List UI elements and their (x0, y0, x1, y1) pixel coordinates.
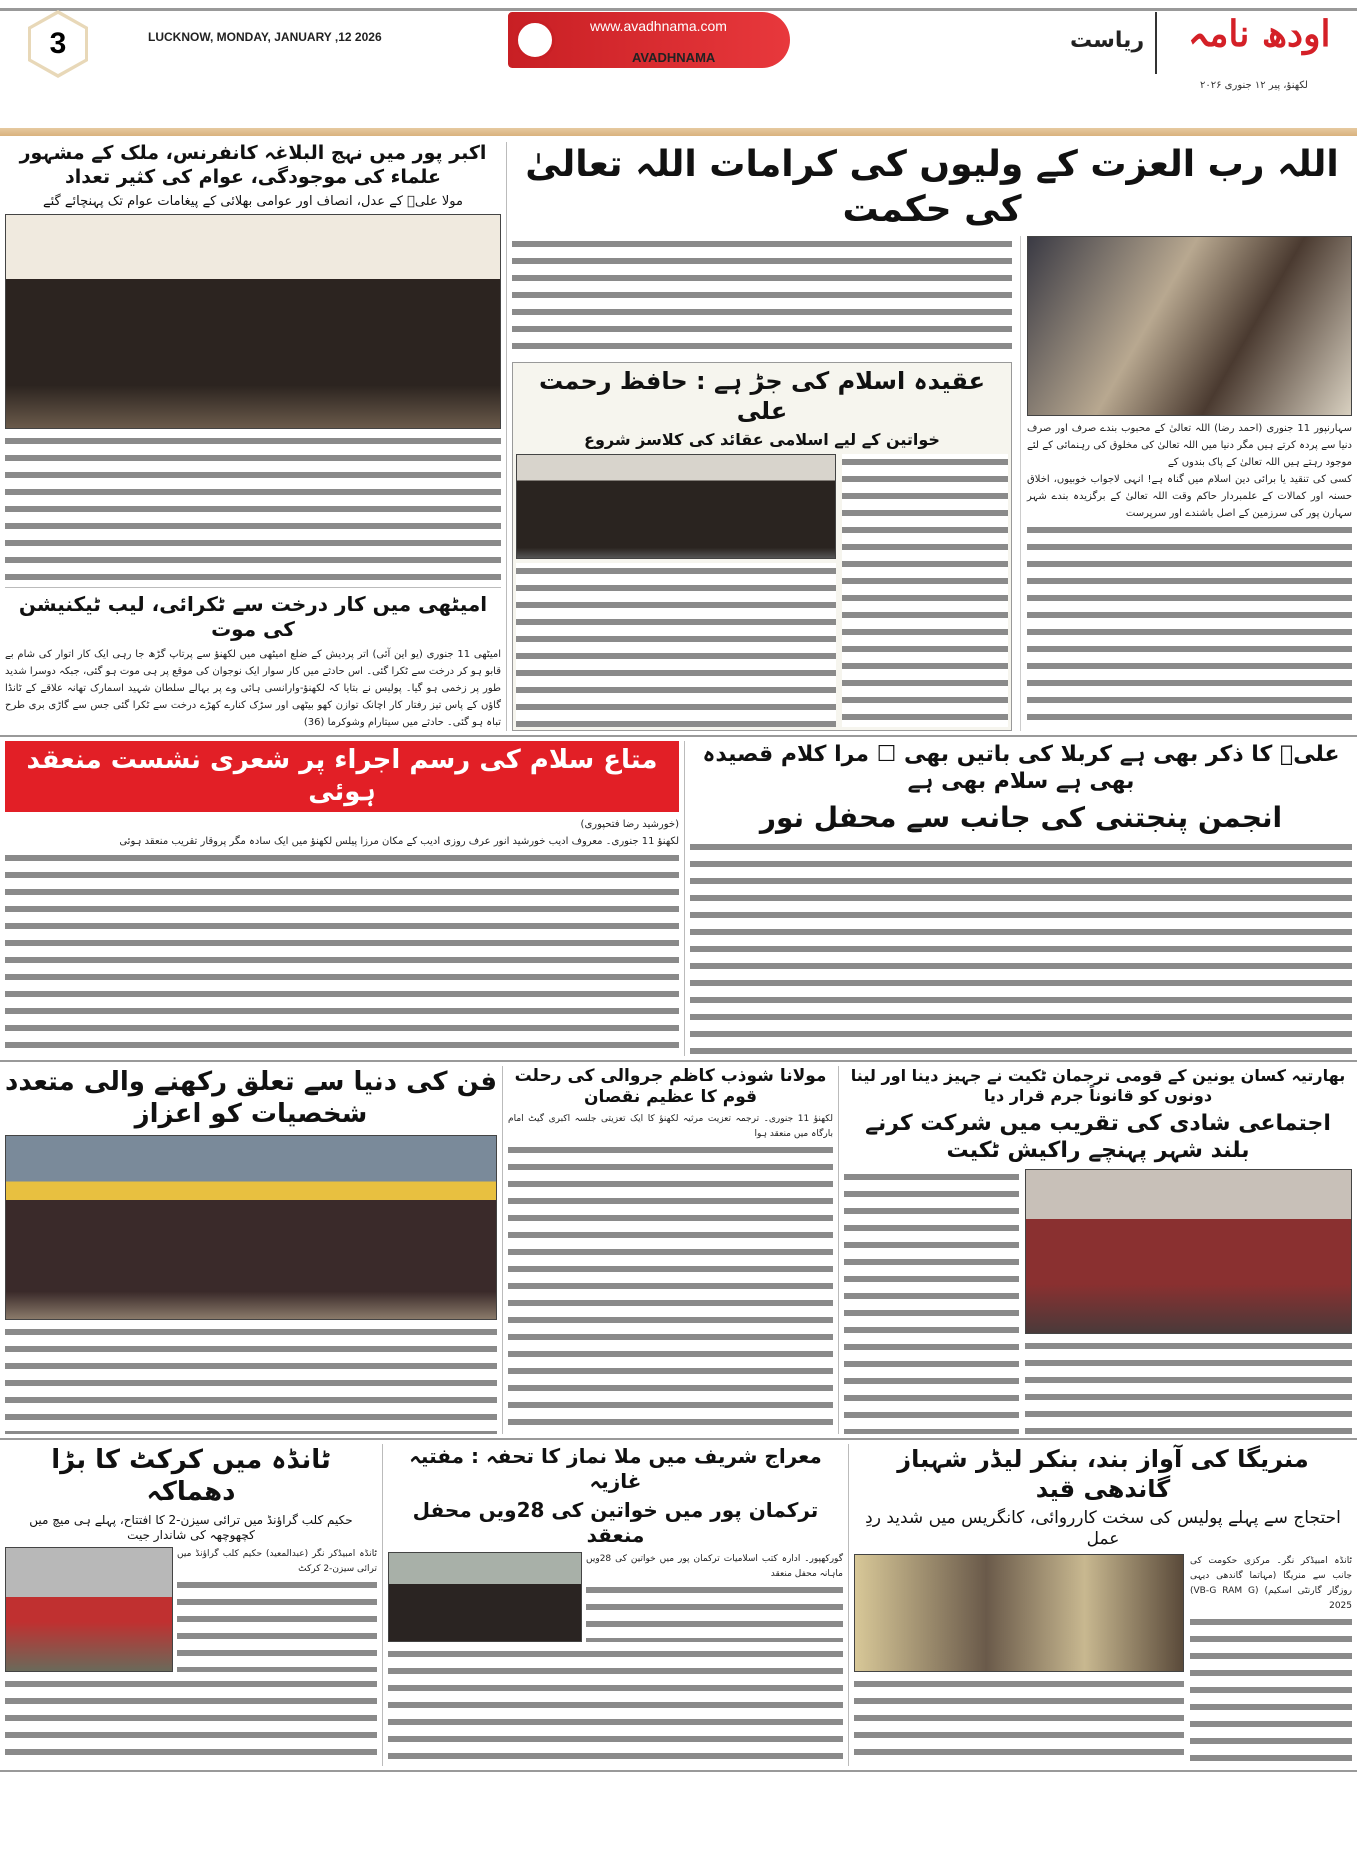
headline: منریگا کی آواز بند، بنکر لیڈر شہباز گاندھی قید (897, 1444, 1309, 1503)
nrega-content (854, 1554, 1352, 1766)
headline: اللہ رب العزت کے ولیوں کی کرامات اللہ تعالیٰ کی حکمت (525, 144, 1339, 230)
body-text: لکھنؤ 11 جنوری۔ معروف ادیب خورشید انور عرف روزی ادیب کے مکان مرزا پیلس لکھنؤ میں ایک سادہ مگر پروقار تقریب منعقد ہوئی (119, 835, 679, 847)
article-body (388, 1646, 843, 1766)
article-tanda-cricket (0, 1444, 382, 1766)
text-placeholder (842, 454, 1008, 727)
article-body (1025, 1338, 1352, 1434)
article-body (842, 454, 1008, 727)
article-body (586, 1552, 843, 1642)
article-body (516, 563, 836, 727)
headline: اکبر پور میں نہج البلاغہ کانفرنس، ملک کے مشہور علماء کی موجودگی، عوام کی کثیر تعداد (19, 142, 487, 188)
subheadline: ترکمان پور میں خواتین کی 28ویں محفل منعقد (412, 1497, 819, 1547)
headline: امیٹھی میں کار درخت سے ٹکرائی، لیب ٹیکنیشن کی موت (18, 591, 488, 641)
text-placeholder (1190, 1614, 1352, 1766)
article-body (177, 1547, 377, 1672)
article-body-continued (512, 236, 1012, 356)
tikait-right (1025, 1169, 1352, 1434)
article-anjuman-panjtani (684, 741, 1357, 1056)
text-placeholder (5, 850, 679, 1056)
website-url[interactable]: www.avadhnama.com (590, 18, 727, 34)
logo-date: لکھنؤ، پیر ۱۲ جنوری ۲۰۲۶ (1200, 80, 1308, 91)
headline: علیؑ کا ذکر بھی ہے کربلا کی باتیں بھی ☐ مرا کلام قصیدہ بھی ہے سلام بھی ہے (702, 741, 1340, 795)
body-text: ٹانڈہ امبیڈکر نگر (عبدالمعید) حکیم کلب گراؤنڈ میں ترائی سیزن-2 کرکٹ (177, 1548, 377, 1574)
tikait-content (844, 1169, 1352, 1434)
brand-name: AVADHNAMA (632, 50, 716, 65)
dateline: LUCKNOW, MONDAY, JANUARY ,12 2026 (148, 30, 382, 44)
body-text: سہارنپور 11 جنوری (احمد رضا) اللہ تعالیٰ کے محبوب بندے صرف اور صرف دنیا سے پردہ کرتے ہیں مگر دنیا میں اللہ تعالیٰ کی مخلوق کی رہنمائی کے لئے موجود رہتے ہیں اللہ تعالیٰ کے پاک بندوں کے (1027, 423, 1352, 468)
subheadline: احتجاج سے پہلے پولیس کی سخت کارروائی، کانگریس میں شدید ردِ عمل (865, 1507, 1341, 1549)
award-photo (5, 1135, 497, 1320)
subheadline: انجمن پنجتنی کی جانب سے محفل نور (759, 800, 1283, 834)
wedding-photo (1025, 1169, 1352, 1334)
cricket-photo (5, 1547, 173, 1672)
article-body (508, 1112, 833, 1434)
text-placeholder (5, 433, 501, 583)
text-placeholder (5, 1676, 377, 1766)
prayer-photo (1027, 236, 1352, 416)
newspaper-logo: اودھ نامہ (1188, 13, 1331, 55)
article-shozab (502, 1066, 838, 1434)
body-text: لکھنؤ 11 جنوری۔ ترجمہ تعزیت مرثیہ لکھنؤ کا ایک تعزیتی جلسہ اکبری گیٹ امام بارگاہ میں منعقد ہوا (508, 1114, 833, 1140)
article-body (854, 1676, 1184, 1766)
row-1 (0, 138, 1357, 737)
article-body (5, 1676, 377, 1766)
article-body (5, 816, 679, 1056)
text-placeholder (1027, 522, 1352, 731)
divider (5, 587, 501, 588)
row-3 (0, 1062, 1357, 1440)
header-rule (0, 128, 1357, 136)
subheadline: مولا علیؑ کے عدل، انصاف اور عوامی بھلائی کے پیغامات عوام تک پہنچائے گئے (43, 193, 463, 209)
tanda-content (5, 1547, 377, 1672)
article-body (5, 646, 501, 731)
lead-content (512, 236, 1352, 731)
article-nrega (848, 1444, 1357, 1766)
article-body (1190, 1554, 1352, 1766)
article-amethi (5, 592, 501, 731)
article-lead (512, 142, 1352, 731)
text-placeholder (508, 1142, 833, 1434)
body-text: امیٹھی 11 جنوری (یو این آئی) اتر پردیش کے ضلع امیٹھی میں لکھنؤ سے پرتاپ گڑھ جا رہی ایک کار اتوار کی شام بے قابو ہو کر درخت سے ٹکرا گئی۔ اس حادثے میں کار سوار ایک نوجوان کی موقع پر ہی موت ہو گئی، جبکہ دوسرا شدید طور پر زخمی ہو گیا۔ پولیس نے بتایا کہ لکھنؤ-وارانسی ہائی وے پر بہالے سلطان شہید اسمارک تھانہ علاقے کے ٹانڈا گاؤں کے پاس تیز رفتار کار اچانک توازن کھو بیٹھی اور سڑک کنارے کھڑے درخت سے ٹکرا گئی جس سے گاڑی بری طرح تباہ ہو گئی۔ حادثے میں سیتارام وشوکرما (36) (5, 648, 502, 728)
article-body (5, 433, 501, 583)
text-placeholder (586, 1582, 843, 1642)
body-text: گورکھپور۔ ادارہ کتب اسلامیات ترکمان پور میں خواتین کی 28ویں ماہانہ محفل منعقد (586, 1553, 843, 1579)
class-photo (516, 454, 836, 559)
headline: مولانا شوذب کاظم جروالی کی رحلت قوم کا عظیم نقصان (514, 1065, 827, 1107)
leaders-photo (854, 1554, 1184, 1672)
text-placeholder (5, 1324, 497, 1434)
text-placeholder (388, 1646, 843, 1766)
text-placeholder (844, 1169, 1019, 1434)
aqeeda-left (516, 454, 836, 727)
lead-right (1020, 236, 1352, 731)
body-text: ٹانڈہ امبیڈکر نگر۔ مرکزی حکومت کی جانب سے منریگا (مہاتما گاندھی دیہی روزگار گارنٹی اسکیم) (VB-G RAM G) 2025 (1190, 1556, 1352, 1612)
article-akbarpur (5, 142, 501, 583)
left-column (0, 142, 506, 731)
article-aqeeda (512, 362, 1012, 731)
gathering-photo (388, 1552, 582, 1642)
article-body (1027, 420, 1352, 731)
body-text: کسی کی تنقید یا برائی دین اسلام میں گناہ ہے! انہی لاجواب خوبیوں، اخلاق حسنہ اور کمالات کے علمبردار حاکم وقت اللہ تعالیٰ کے برگزیدہ بندے شہر سہارن پور کی سرزمین کے اصل باشندے اور سرپرست (1027, 474, 1352, 519)
row-2 (0, 737, 1357, 1062)
meraj-content (388, 1552, 843, 1642)
article-body (690, 839, 1352, 1056)
article-mataa-salam (0, 741, 684, 1056)
conference-photo (5, 214, 501, 429)
headline: معراج شریف میں ملا نماز کا تحفہ : مفتیہ غازیہ (409, 1443, 822, 1493)
headline: فن کی دنیا سے تعلق رکھنے والی متعدد شخصیات کو اعزاز (5, 1066, 497, 1130)
text-placeholder (690, 839, 1352, 1056)
row-4 (0, 1440, 1357, 1772)
headline: عقیدہ اسلام کی جڑ ہے : حافظ رحمت علی (538, 367, 986, 425)
divider (1155, 12, 1157, 74)
subheadline: خواتین کے لیے اسلامی عقائد کی کلاسز شروع (584, 430, 940, 449)
text-placeholder (512, 236, 1012, 356)
article-body (844, 1169, 1019, 1434)
subheadline: اجتماعی شادی کی تقریب میں شرکت کرنے بلند شہر پہنچے راکیش ٹکیت (865, 1110, 1331, 1164)
article-meraj (382, 1444, 848, 1766)
article-body (5, 1324, 497, 1434)
hand-logo-icon (515, 20, 555, 60)
poet-credit: (خورشید رضا فتحپوری) (580, 818, 679, 830)
text-placeholder (1025, 1338, 1352, 1434)
article-fun-award (0, 1066, 502, 1434)
text-placeholder (516, 563, 836, 727)
page-number: 3 (49, 27, 67, 60)
article-tikait (838, 1066, 1357, 1434)
subheadline: حکیم کلب گراؤنڈ میں ترائی سیزن-2 کا افتتاح، پہلے ہی میچ میں کچھوچھہ کی شاندار جیت (29, 1512, 353, 1542)
aqeeda-content (516, 454, 1008, 727)
top-rule (0, 8, 1357, 11)
right-column (506, 142, 1357, 731)
section-name: ریاست (1070, 28, 1145, 53)
nrega-left (854, 1554, 1184, 1766)
headline: متاع سلام کی رسم اجراء پر شعری نشست منعقد ہوئی (5, 741, 679, 812)
headline: ٹانڈہ میں کرکٹ کا بڑا دھماکہ (51, 1444, 331, 1508)
headline: بھارتیہ کسان یونین کے قومی ترجمان ٹکیت نے جہیز دینا اور لینا دونوں کو قانوناً جرم قرار دیا (850, 1065, 1346, 1105)
text-placeholder (854, 1676, 1184, 1766)
lead-left (512, 236, 1012, 731)
text-placeholder (177, 1577, 377, 1672)
